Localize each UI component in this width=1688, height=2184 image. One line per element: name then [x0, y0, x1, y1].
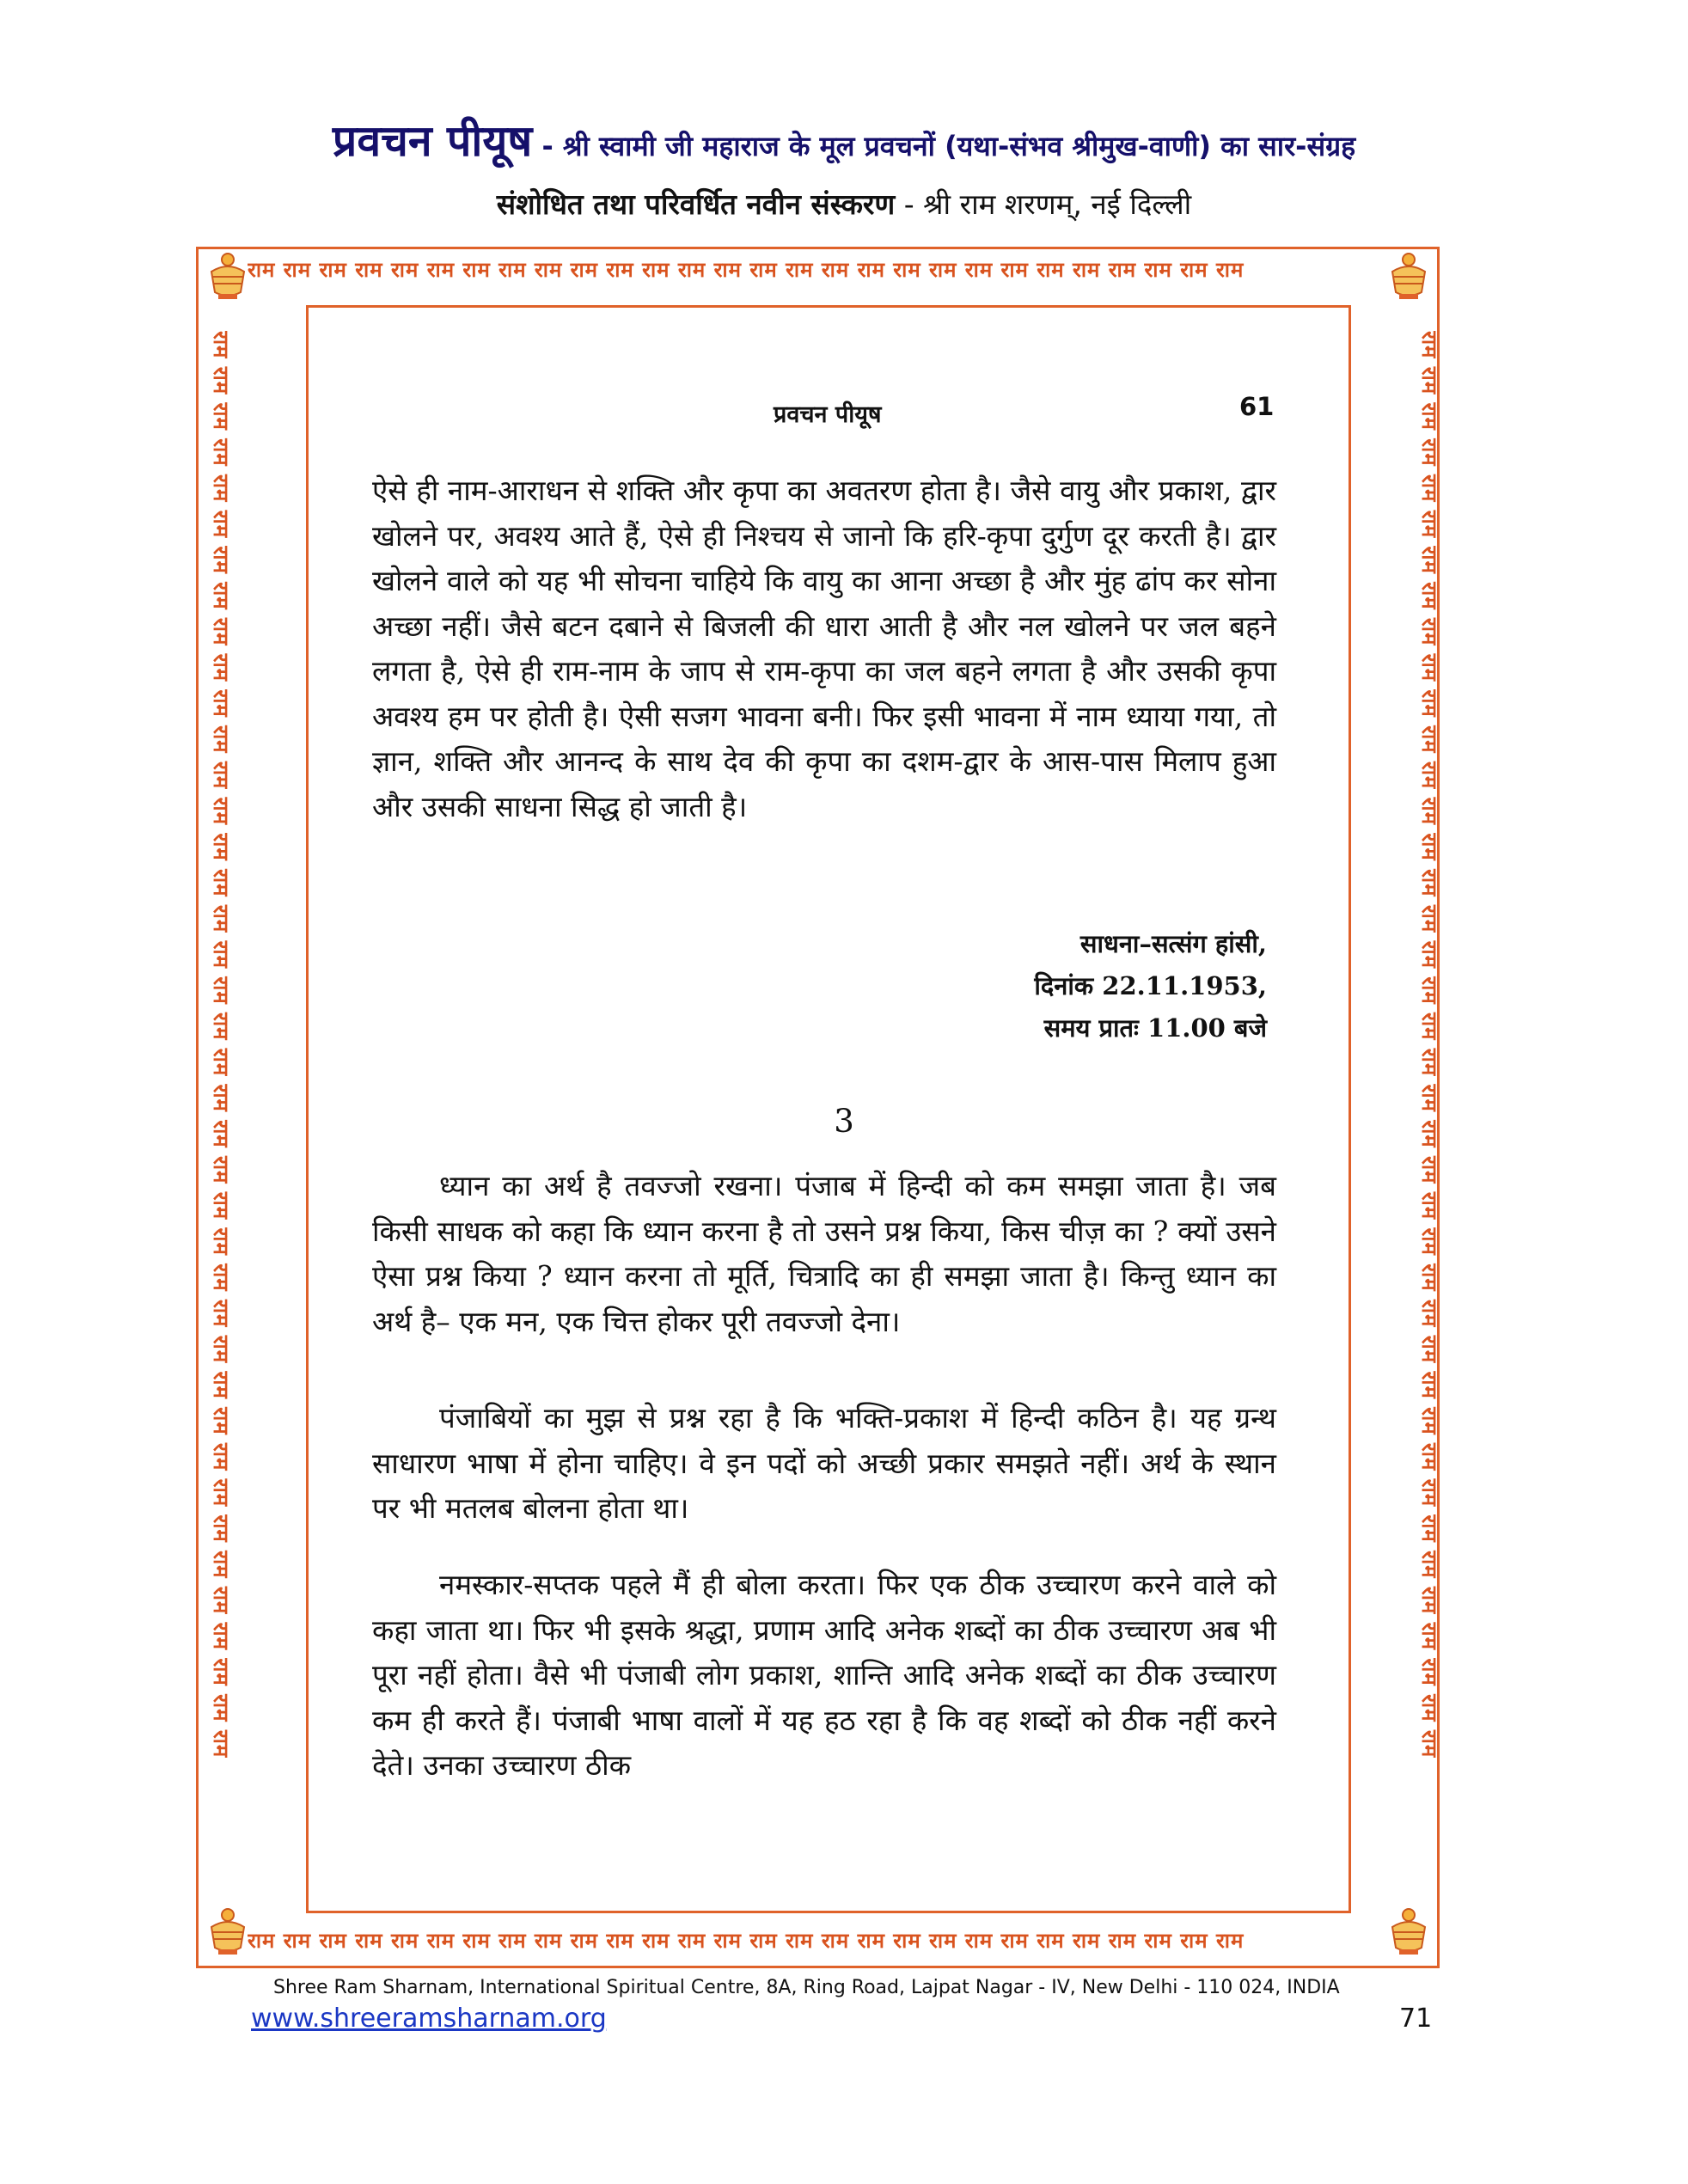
edition-line — [0, 184, 1688, 223]
kalash-icon — [1382, 249, 1435, 303]
kalash-icon — [201, 1905, 254, 1958]
border-text-left-content: राम राम राम राम राम राम राम राम राम राम राम राम राम राम राम राम राम राम राम राम राम राम राम राम राम राम राम राम राम राम राम राम राम राम राम राम राम राम राम राम — [209, 331, 233, 1759]
paragraph — [372, 1164, 1276, 1344]
signature-time: समय प्रातः 11.00 बजे — [1043, 1013, 1267, 1043]
inner-page-number: 61 — [1239, 392, 1275, 421]
paragraph: ऐसे ही नाम-आराधन से शक्ति और कृपा का अवतरण होता है। जैसे वायु और प्रकाश, द्वार खोलने पर, अवश्य आते हैं, ऐसे ही निश्चय से जानो कि हरि-कृपा दुर्गुण दूर करती है। द्वार खोलने वाले को यह भी सोचना चाहिये कि वायु का आना अच्छा है और मुंह ढांप कर सोना अच्छा नहीं। जैसे बटन दबाने से बिजली की धारा आती है और नल खोलने पर जल बहने लगता है, ऐसे ही राम-नाम के जाप से राम-कृपा का जल बहने लगता है और उसकी कृपा अवश्य हम पर होती है। ऐसी सजग भावना बनी। फिर इसी भावना में नाम ध्याया गया, तो ज्ञान, शक्ति और आनन्द के साथ देव की कृपा का दशम-द्वार के आस-पास मिलाप हुआ और उसकी साधना सिद्ध हो जाती है। — [372, 474, 1276, 823]
signature-date: दिनांक 22.11.1953, — [1034, 971, 1267, 1000]
kalash-icon — [1382, 1905, 1435, 1958]
edition-label: संशोधित तथा परिवर्धित नवीन संस्करण — [496, 187, 896, 221]
website-link[interactable]: www.shreeramsharnam.org — [251, 2004, 607, 2034]
document-title — [0, 110, 1688, 168]
paragraph-text: ध्यान का अर्थ है तवज्जो रखना। पंजाब में हिन्दी को कम समझा जाता है। जब किसी साधक को कहा कि ध्यान करना है तो उसने प्रश्न किया, किस चीज़ का ? क्यों उसने ऐसा प्रश्न किया ? ध्यान करना तो मूर्ति, चित्रादि का ही समझा जाता है। किन्तु ध्यान का अर्थ है– एक मन, एक चित्त होकर पूरी तवज्जो देना। — [372, 1169, 1276, 1338]
footer-address: Shree Ram Sharnam, International Spiritual Centre, 8A, Ring Road, Lajpat Nagar - IV, New Delhi - 110 024, INDIA — [273, 1977, 1340, 1998]
paragraph — [372, 1563, 1276, 1789]
border-text-bottom: राम राम राम राम राम राम राम राम राम राम राम राम राम राम राम राम राम राम राम राम राम राम राम राम राम राम राम राम — [248, 1929, 1245, 1953]
paragraph — [372, 1396, 1276, 1532]
border-text-top: राम राम राम राम राम राम राम राम राम राम राम राम राम राम राम राम राम राम राम राम राम राम राम राम राम राम राम राम — [248, 258, 1245, 282]
kalash-icon — [201, 249, 254, 303]
paragraph-text: नमस्कार-सप्तक पहले मैं ही बोला करता। फिर एक ठीक उच्चारण करने वाले को कहा जाता था। फिर भी इसके श्रद्धा, प्रणाम आदि अनेक शब्दों का ठीक उच्चारण अब भी पूरा नहीं होता। वैसे भी पंजाबी लोग प्रकाश, शान्ति आदि अनेक शब्दों का ठीक उच्चारण कम ही करते हैं। पंजाबी भाषा वालों में यह हठ रहा है कि वह शब्दों को ठीक नहीं करने देते। उनका उच्चारण ठीक — [372, 1568, 1276, 1782]
section-number: 3 — [834, 1103, 854, 1140]
running-head: प्रवचन पीयूष — [774, 401, 882, 428]
border-text-left — [206, 331, 244, 1844]
page-number: 71 — [1399, 2004, 1433, 2034]
paragraph-text: पंजाबियों का मुझ से प्रश्न रहा है कि भक्ति-प्रकाश में हिन्दी कठिन है। यह ग्रन्थ साधारण भाषा में होना चाहिए। वे इन पदों को अच्छी प्रकार समझते नहीं। अर्थ के स्थान पर भी मतलब बोलना होता था। — [372, 1401, 1276, 1525]
border-text-right-content: राम राम राम राम राम राम राम राम राम राम राम राम राम राम राम राम राम राम राम राम राम राम राम राम राम राम राम राम राम राम राम राम राम राम राम राम राम राम राम राम — [1417, 331, 1441, 1759]
border-text-right — [1415, 331, 1453, 1844]
book-subtitle: - श्री स्वामी जी महाराज के मूल प्रवचनों (यथा-संभव श्रीमुख-वाणी) का सार-संग्रह — [532, 130, 1356, 162]
book-title: प्रवचन पीयूष — [332, 116, 533, 166]
signature-place: साधना–सत्संग हांसी, — [1079, 929, 1267, 958]
publisher-label: - श्री राम शरणम्, नई दिल्ली — [895, 187, 1192, 221]
